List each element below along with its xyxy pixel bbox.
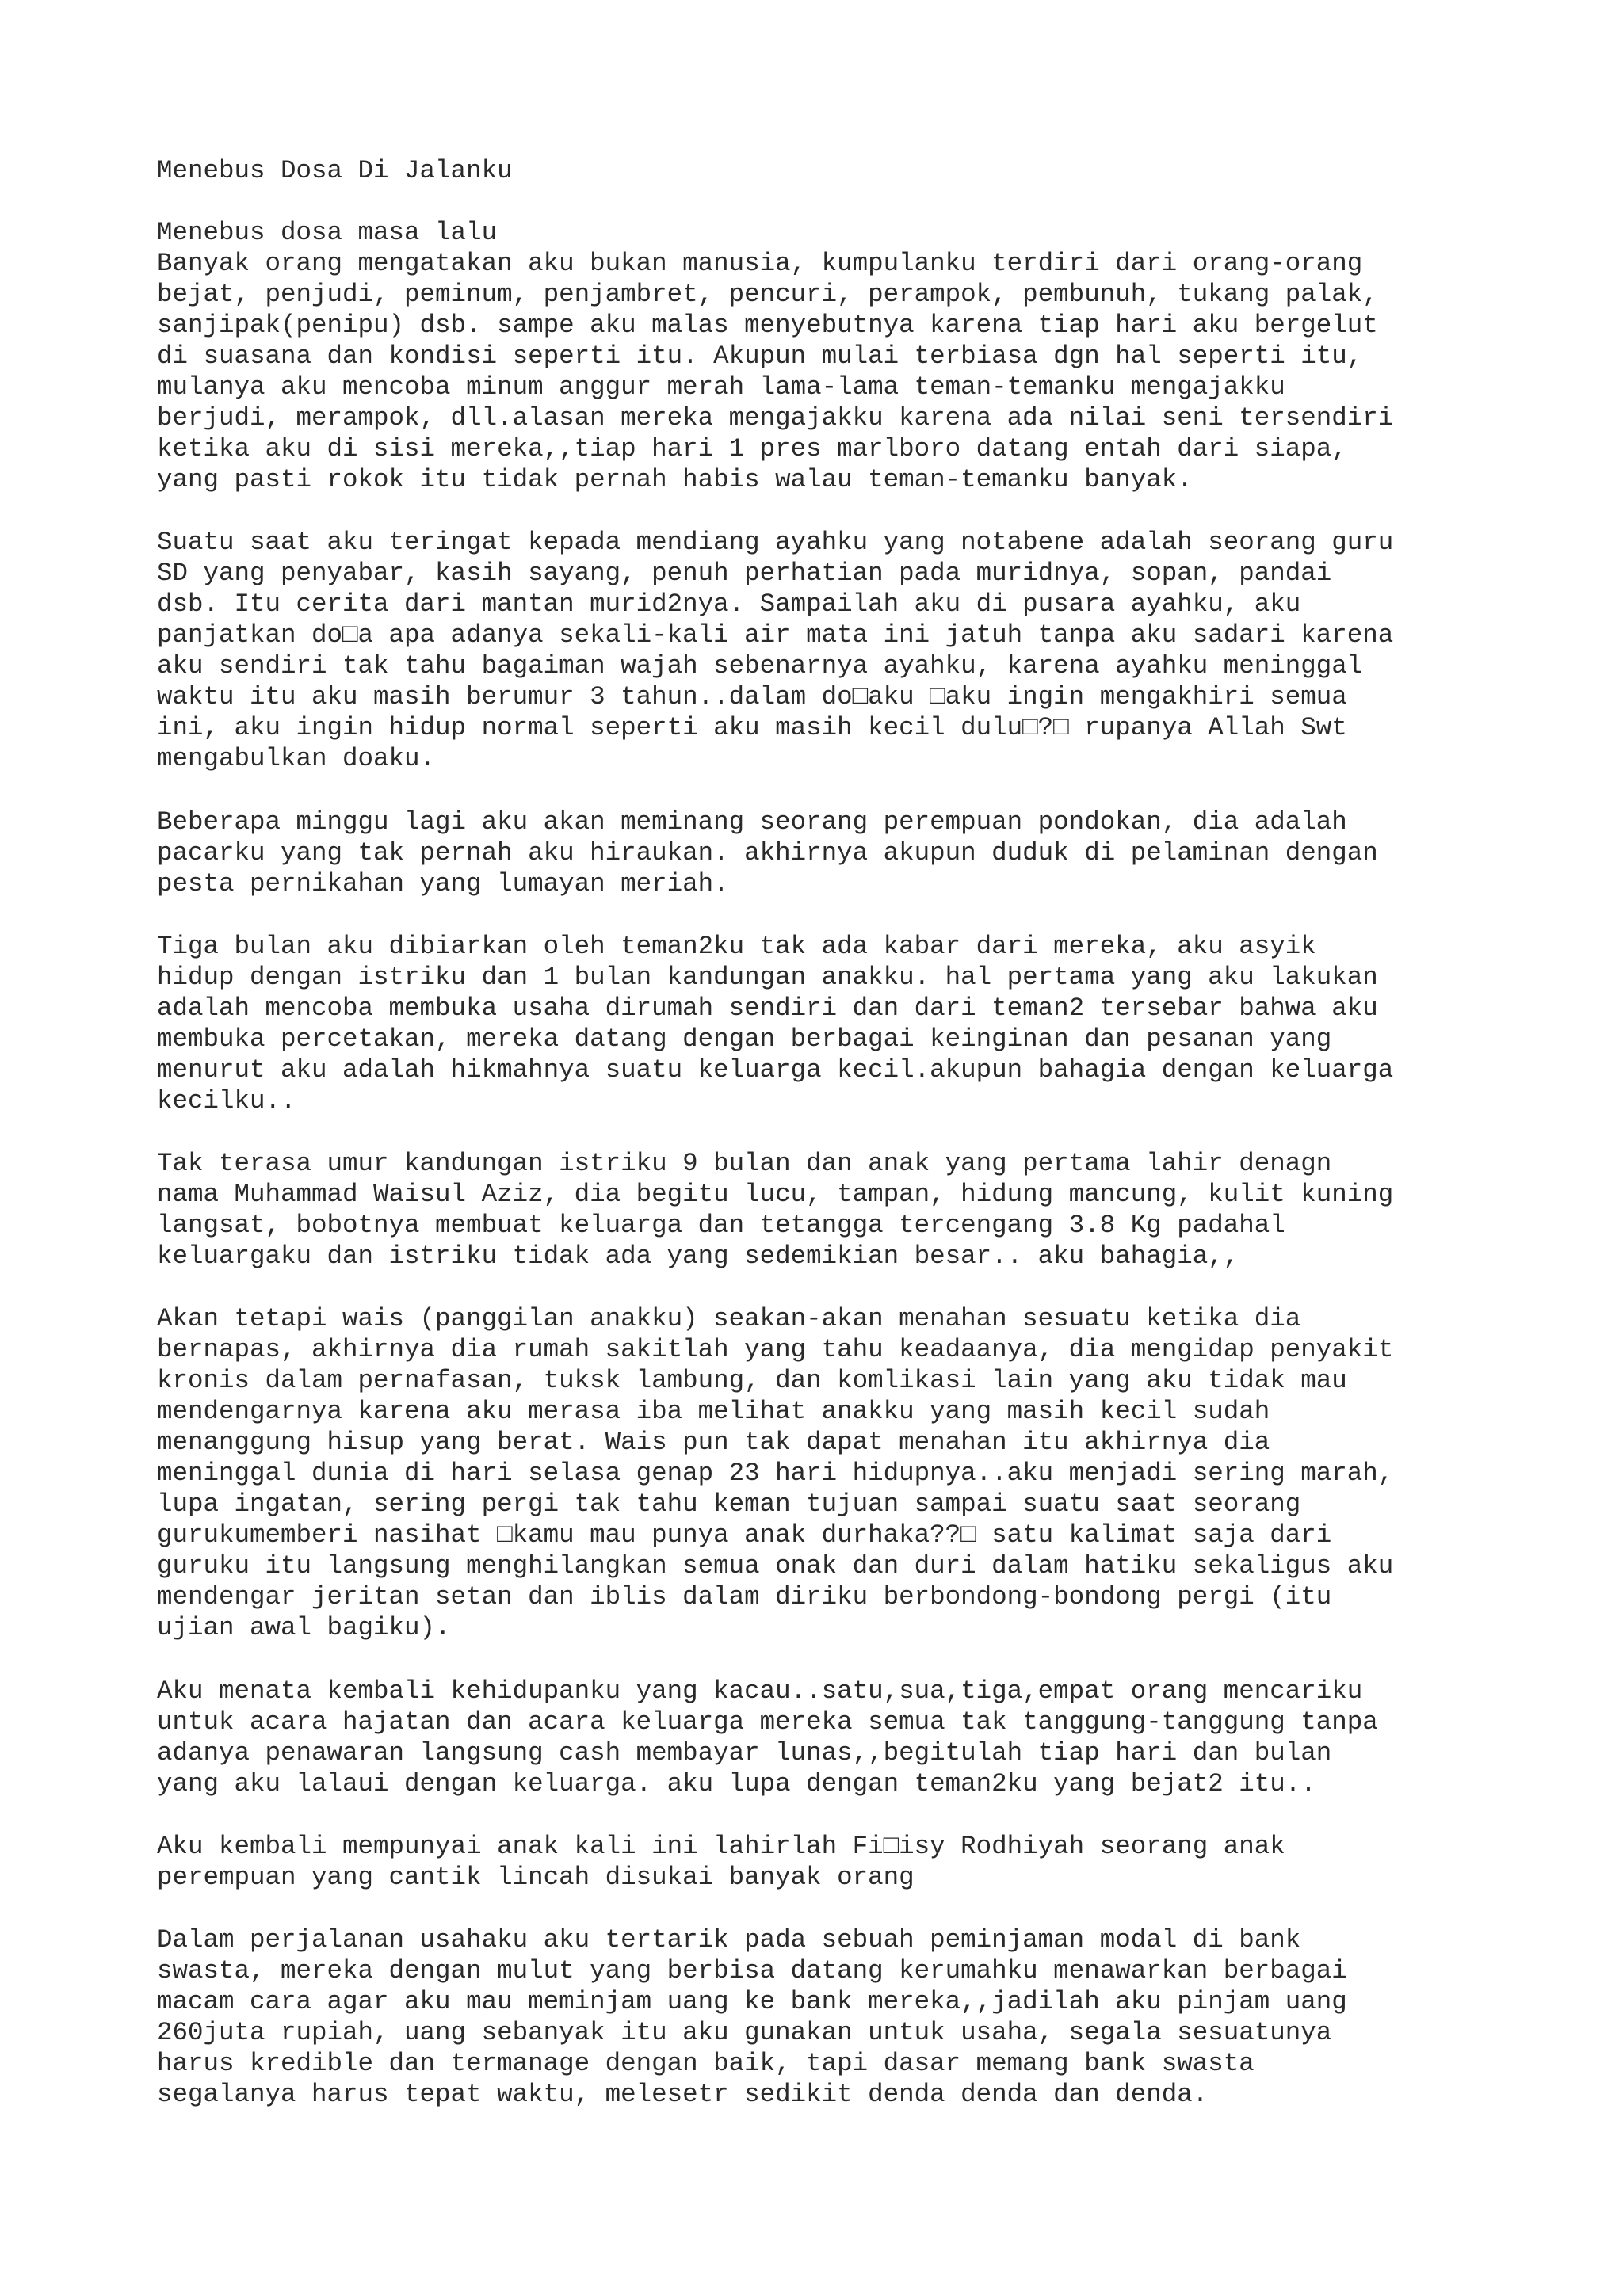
paragraph-7: Aku menata kembali kehidupanku yang kacau..satu,sua,tiga,empat orang mencariku untuk acara hajatan dan acara keluarga mereka semua tak tanggung-tanggung tanpa adanya penawaran langsung cash membayar lunas,,begitulah tiap hari dan bulan yang aku lalaui dengan keluarga. aku lupa dengan teman2ku yang bejat2 itu.. xyxy=(157,1676,1378,1798)
paragraph-9: Dalam perjalanan usahaku aku tertarik pada sebuah peminjaman modal di bank swasta, mereka dengan mulut yang berbisa datang kerumahku menawarkan berbagai macam cara agar aku mau meminjam uang ke bank mereka,,jadilah aku pinjam uang 260juta rupiah, uang sebanyak itu aku gunakan untuk usaha, segala sesuatunya harus kredible dan termanage dengan baik, tapi dasar memang bank swasta segalanya harus tepat waktu, melesetr sedikit denda denda dan denda. xyxy=(157,1925,1347,2109)
paragraph-4: Tiga bulan aku dibiarkan oleh teman2ku tak ada kabar dari mereka, aku asyik hidup dengan istriku dan 1 bulan kandungan anakku. hal pertama yang aku lakukan adalah mencoba membuka usaha dirumah sendiri dan dari teman2 tersebar bahwa aku membuka percetakan, mereka datang dengan berbagai keinginan dan pesanan yang menurut aku adalah hikmahnya suatu keluarga kecil.akupun bahagia dengan keluarga kecilku.. xyxy=(157,932,1394,1116)
paragraph-2: Suatu saat aku teringat kepada mendiang ayahku yang notabene adalah seorang guru SD yang penyabar, kasih sayang, penuh perhatian pada muridnya, sopan, pandai dsb. Itu cerita dari mantan murid2nya. Sampailah aku di pusara ayahku, aku panjatkan do□a apa adanya sekali-kali air mata ini jatuh tanpa aku sadari karena aku sendiri tak tahu bagaiman wajah sebenarnya ayahku, karena ayahku meninggal waktu itu aku masih berumur 3 tahun..dalam do□aku □aku ingin mengakhiri semua ini, aku ingin hidup normal seperti aku masih kecil dulu□?□ rupanya Allah Swt mengabulkan doaku. xyxy=(157,528,1394,773)
paragraph-5: Tak terasa umur kandungan istriku 9 bulan dan anak yang pertama lahir denagn nama Muhammad Waisul Aziz, dia begitu lucu, tampan, hidung mancung, kulit kuning langsat, bobotnya membuat keluarga dan tetangga tercengang 3.8 Kg padahal keluargaku dan istriku tidak ada yang sedemikian besar.. aku bahagia,, xyxy=(157,1149,1394,1271)
document-title: Menebus Dosa Di Jalanku xyxy=(157,156,513,185)
paragraph-6: Akan tetapi wais (panggilan anakku) seakan-akan menahan sesuatu ketika dia bernapas, akhirnya dia rumah sakitlah yang tahu keadaanya, dia mengidap penyakit kronis dalam pernafasan, tuksk lambung, dan komlikasi lain yang aku tidak mau mendengarnya karena aku merasa iba melihat anakku yang masih kecil sudah menanggung hisup yang berat. Wais pun tak dapat menahan itu akhirnya dia meninggal dunia di hari selasa genap 23 hari hidupnya..aku menjadi sering marah, lupa ingatan, sering pergi tak tahu keman tujuan sampai suatu saat seorang gurukumemberi nasihat □kamu mau punya anak durhaka??□ satu kalimat saja dari guruku itu langsung menghilangkan semua onak dan duri dalam hatiku sekaligus aku mendengar jeritan setan dan iblis dalam diriku berbondong-bondong pergi (itu ujian awal bagiku). xyxy=(157,1304,1394,1642)
paragraph-8: Aku kembali mempunyai anak kali ini lahirlah Fi□isy Rodhiyah seorang anak perempuan yang cantik lincah disukai banyak orang xyxy=(157,1832,1285,1892)
paragraph-1: Menebus dosa masa lalu Banyak orang mengatakan aku bukan manusia, kumpulanku terdiri dari orang-orang bejat, penjudi, peminum, penjambret, pencuri, perampok, pembunuh, tukang palak, sanjipak(penipu) dsb. sampe aku malas menyebutnya karena tiap hari aku bergelut di suasana dan kondisi seperti itu. Akupun mulai terbiasa dgn hal seperti itu, mulanya aku mencoba minum anggur merah lama-lama teman-temanku mengajakku berjudi, merampok, dll.alasan mereka mengajakku karena ada nilai seni tersendiri ketika aku di sisi mereka,,tiap hari 1 pres marlboro datang entah dari siapa, yang pasti rokok itu tidak pernah habis walau teman-temanku banyak. xyxy=(157,218,1394,494)
paragraph-3: Beberapa minggu lagi aku akan meminang seorang perempuan pondokan, dia adalah pacarku yang tak pernah aku hiraukan. akhirnya akupun duduk di pelaminan dengan pesta pernikahan yang lumayan meriah. xyxy=(157,807,1378,898)
